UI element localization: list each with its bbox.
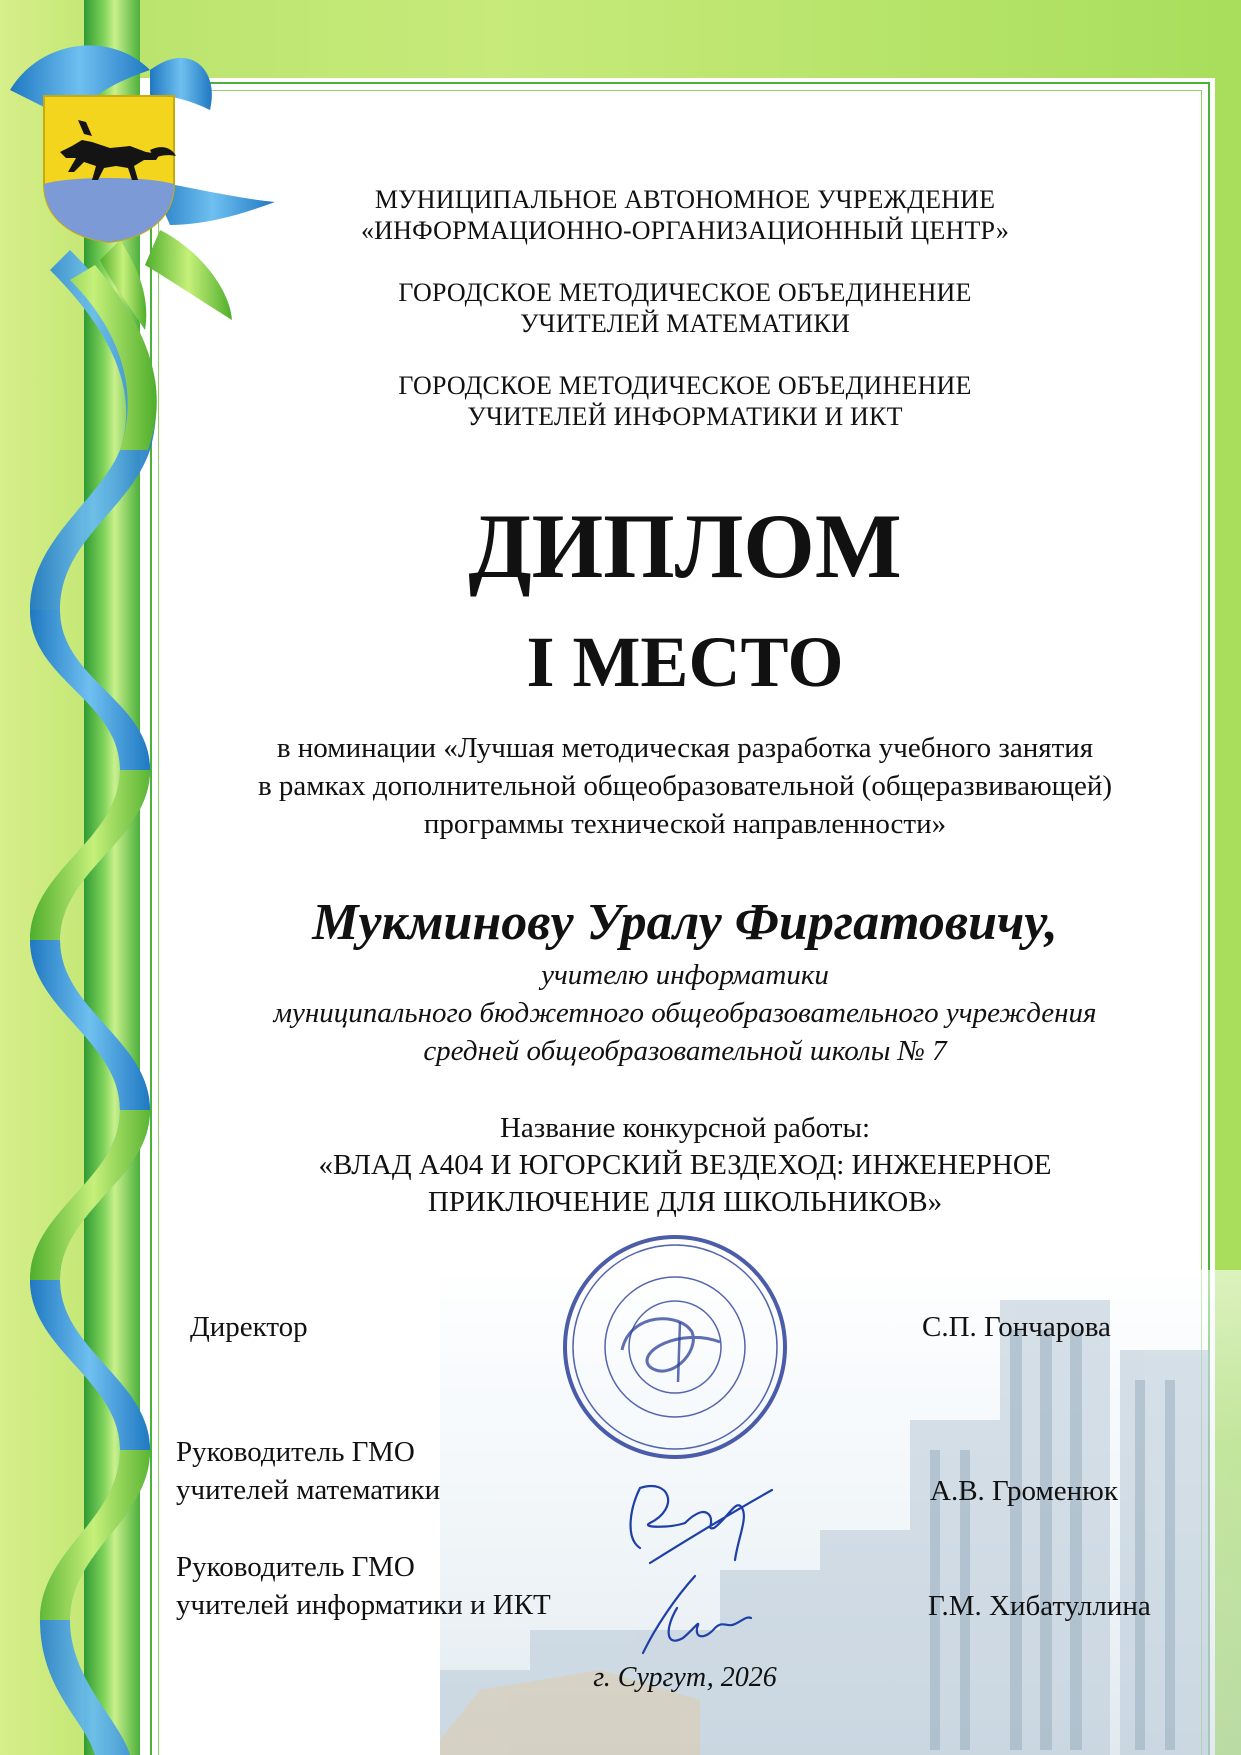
signature-role-line-2: учителей информатики и ИКТ	[176, 1589, 551, 1621]
nomination-line-1: в номинации «Лучшая методическая разработка учебного занятия	[276, 732, 1094, 764]
signature-role-director	[190, 1308, 308, 1346]
seal-texts	[560, 1232, 790, 1462]
recipient-org-line-1: муниципального бюджетного общеобразовательного учреждения	[273, 997, 1097, 1029]
org-line-1: МУНИЦИПАЛЬНОЕ АВТОНОМНОЕ УЧРЕЖДЕНИЕ	[374, 185, 996, 214]
nomination	[150, 729, 1220, 843]
place-heading: I МЕСТО	[526, 622, 844, 702]
signature-role-line-1: Руководитель ГМО	[176, 1551, 415, 1583]
org-header	[150, 184, 1220, 246]
signature-name-gmo-it: Г.М. Хибатуллина	[928, 1590, 1151, 1622]
gmo-it-header	[150, 370, 1220, 432]
gmo-math-line-2: УЧИТЕЛЕЙ МАТЕМАТИКИ	[520, 309, 850, 338]
signature-role-line-1: Директор	[190, 1311, 308, 1343]
signature-gromenyuk	[610, 1468, 775, 1568]
signature-role-gmo-math	[176, 1433, 440, 1509]
place-and-year: г. Сургут, 2026	[593, 1662, 777, 1693]
gmo-it-line-2: УЧИТЕЛЕЙ ИНФОРМАТИКИ И ИКТ	[467, 402, 903, 431]
competition-work	[150, 1110, 1220, 1221]
org-line-2: «ИНФОРМАЦИОННО-ОРГАНИЗАЦИОННЫЙ ЦЕНТР»	[360, 216, 1010, 245]
nomination-line-2: в рамках дополнительной общеобразовательной (общеразвивающей)	[257, 770, 1113, 802]
work-title-line-1: «ВЛАД А404 И ЮГОРСКИЙ ВЕЗДЕХОД: ИНЖЕНЕРНОЕ	[318, 1149, 1052, 1181]
signature-khibatullina	[635, 1568, 755, 1658]
recipient-details	[150, 956, 1220, 1070]
signature-role-line-1: Руководитель ГМО	[176, 1436, 415, 1468]
gmo-math-header	[150, 277, 1220, 339]
gmo-math-line-1: ГОРОДСКОЕ МЕТОДИЧЕСКОЕ ОБЪЕДИНЕНИЕ	[398, 278, 972, 307]
work-title-line-2: ПРИКЛЮЧЕНИЕ ДЛЯ ШКОЛЬНИКОВ»	[427, 1186, 943, 1218]
signature-name-director: С.П. Гончарова	[922, 1311, 1111, 1343]
work-label: Название конкурсной работы:	[499, 1112, 871, 1144]
recipient-position: учителю информатики	[541, 959, 829, 991]
signature-role-line-2: учителей математики	[176, 1474, 441, 1506]
nomination-line-3: программы технической направленности»	[423, 808, 947, 840]
diploma-title: ДИПЛОМ	[468, 495, 902, 597]
gmo-it-line-1: ГОРОДСКОЕ МЕТОДИЧЕСКОЕ ОБЪЕДИНЕНИЕ	[398, 371, 972, 400]
signature-role-gmo-it	[176, 1548, 551, 1624]
recipient-org-line-2: средней общеобразовательной школы № 7	[423, 1035, 947, 1067]
recipient-name: Мукминову Уралу Фиргатовичу,	[312, 894, 1058, 951]
signature-name-gmo-math: А.В. Громенюк	[930, 1475, 1118, 1507]
